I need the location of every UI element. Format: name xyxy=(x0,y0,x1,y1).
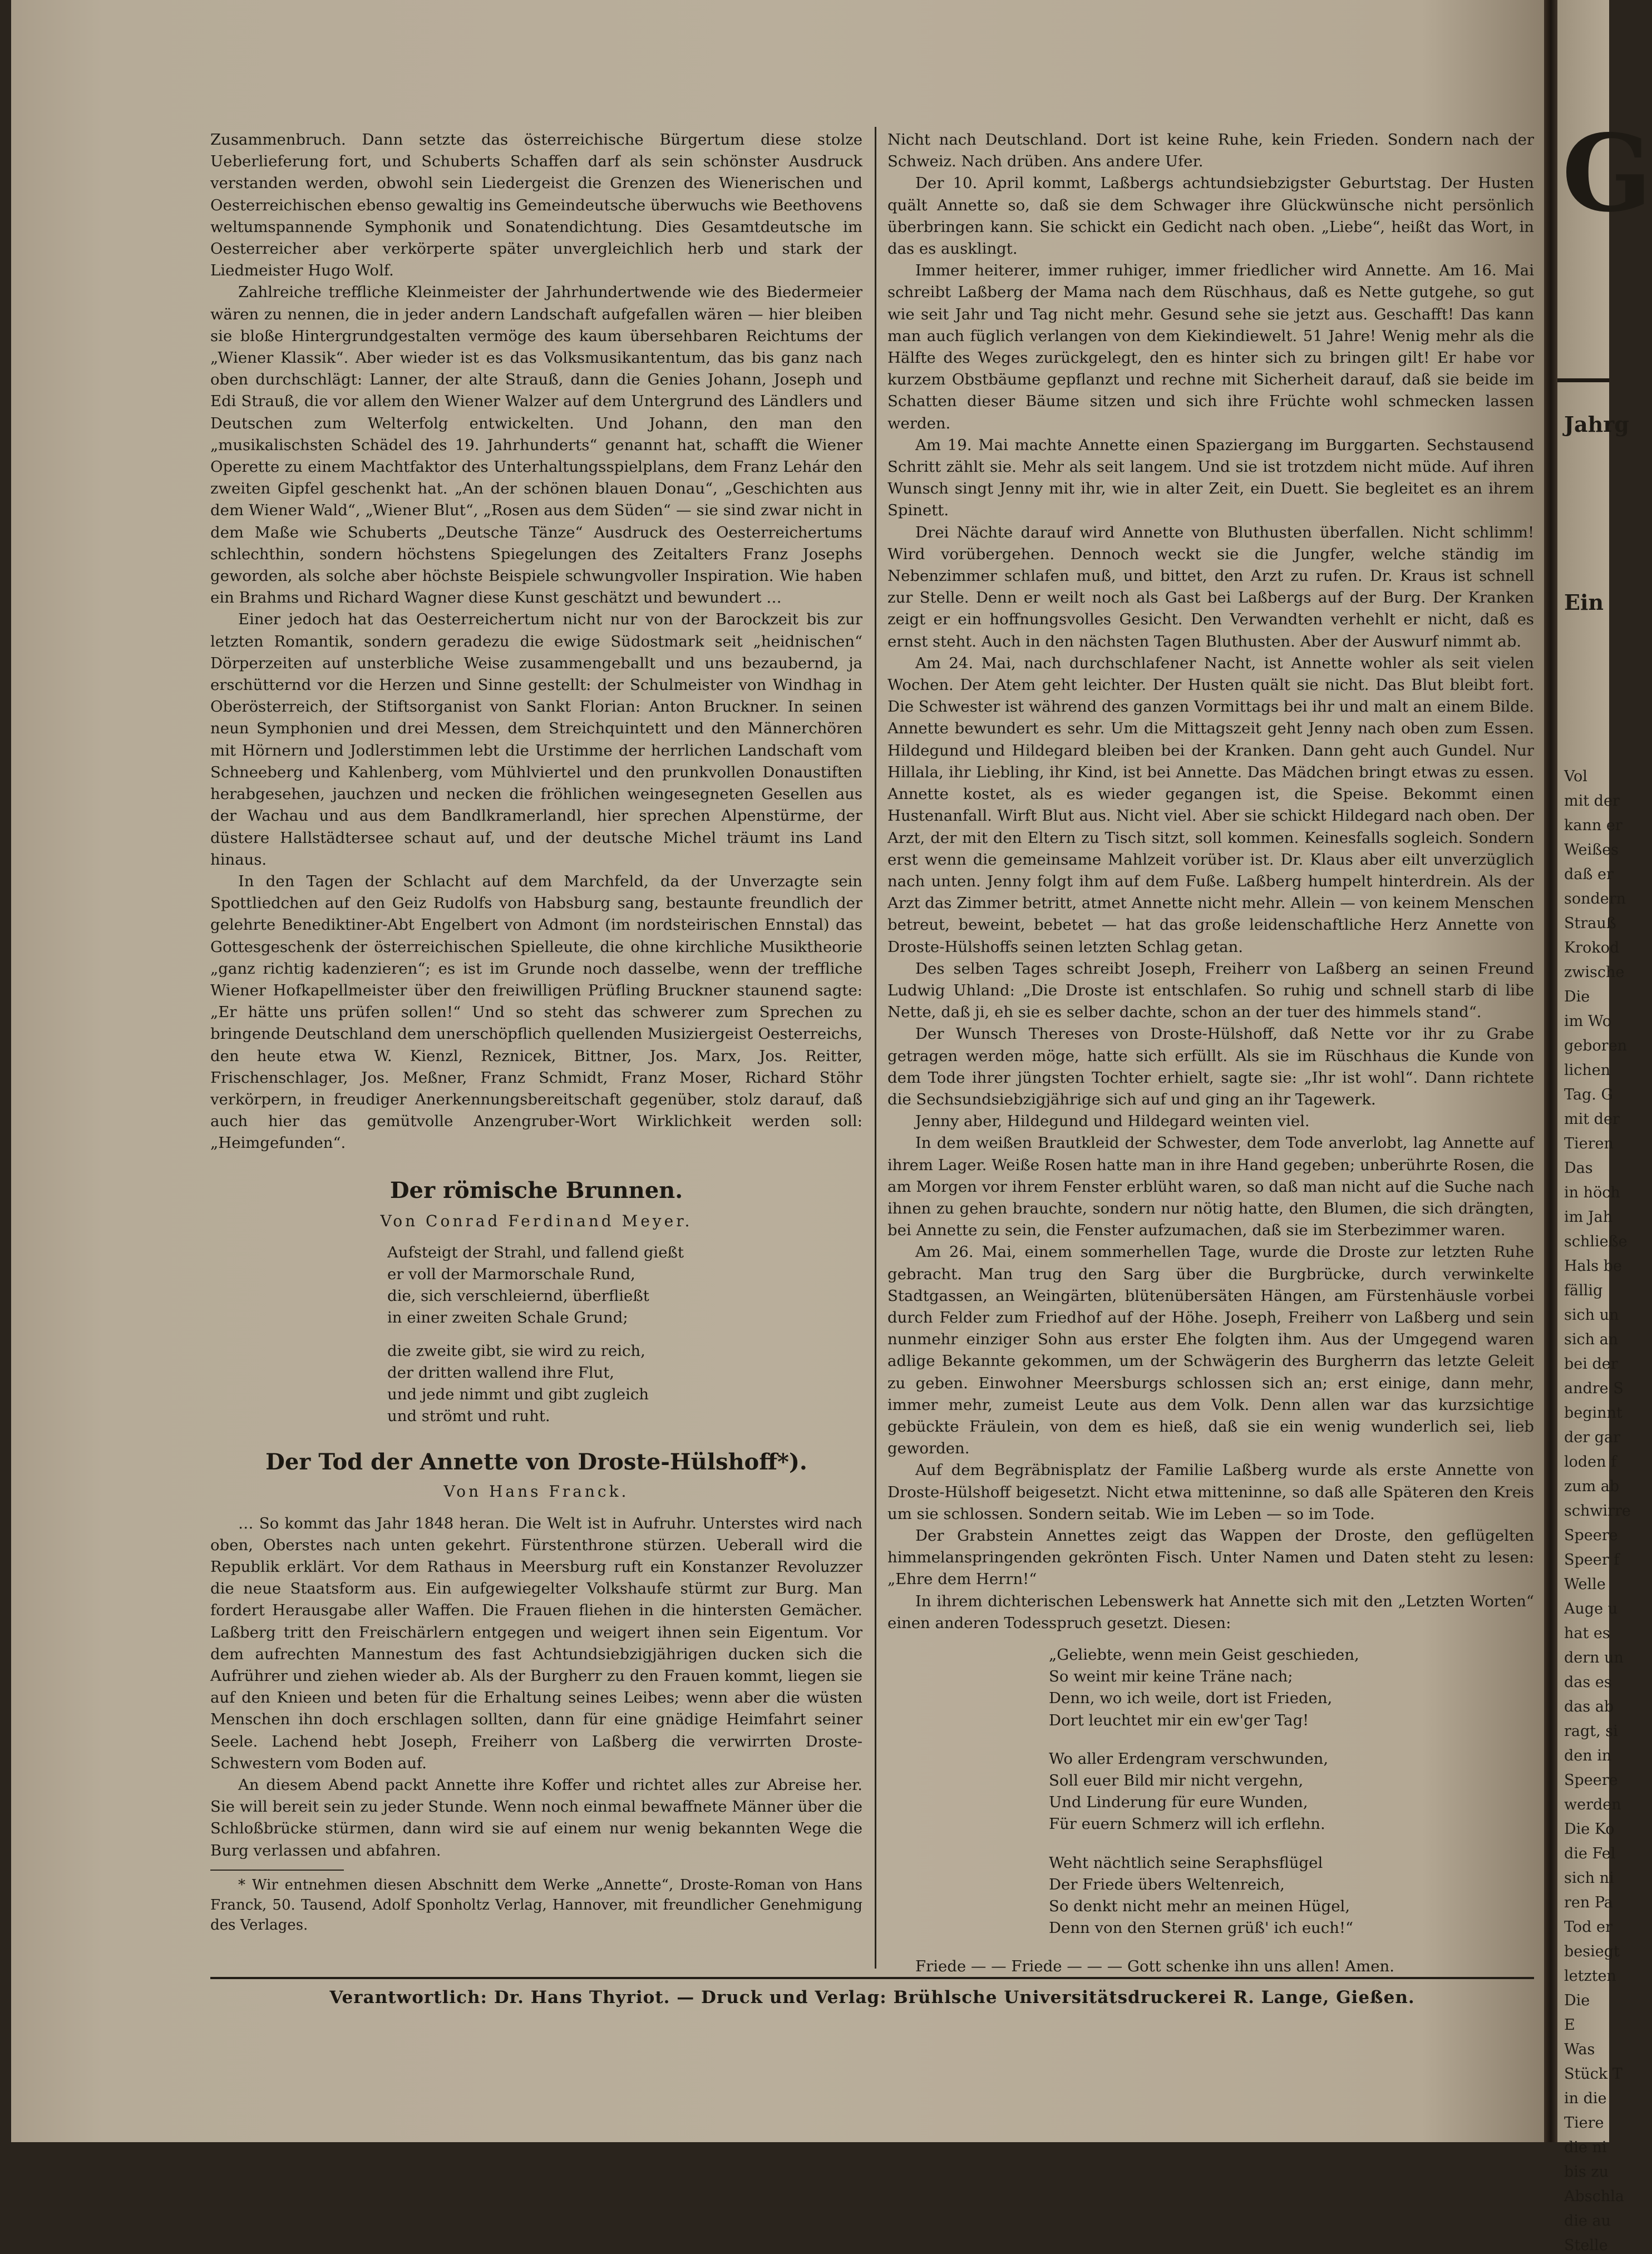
adjacent-fragment: beginnt xyxy=(1564,1404,1623,1422)
adjacent-fragment: im Wo xyxy=(1564,1013,1611,1030)
adjacent-fragment: bis zu xyxy=(1564,2163,1609,2181)
adjacent-page-edge xyxy=(1557,0,1652,2254)
adjacent-fragment: dern un xyxy=(1564,1649,1624,1666)
adjacent-fragment: zum ab xyxy=(1564,1478,1620,1495)
adjacent-fragment: Die xyxy=(1564,1992,1590,2009)
adjacent-fragment: Hals be xyxy=(1564,1257,1622,1275)
article-byline: Von Hans Franck. xyxy=(443,1482,629,1501)
adjacent-fragment: andre S xyxy=(1564,1380,1624,1397)
adjacent-fragment: die Fel xyxy=(1564,1845,1616,1862)
quoted-line: Weht nächtlich seine Seraphsflügel xyxy=(1049,1853,1323,1872)
poem-line: der dritten wallend ihre Flut, xyxy=(387,1363,615,1382)
article-continued-paragraph: Auf dem Begräbnisplatz der Familie Laßberg wurde als erste Annette von Droste-Hülshoff beigesetzt. Nicht etwa mitteninne, so daß alle Späteren den Kreis um sie schlossen. Sondern seitab. Wie im Leben — so im Tode. xyxy=(887,1461,1534,1523)
adjacent-fragment: Tiere xyxy=(1564,2114,1604,2132)
article-continued-paragraph: Der Grabstein Annettes zeigt das Wappen der Droste, den geflügelten himmelanspringenden gekrönten Fisch. Unter Namen und Daten steht zu lesen: „Ehre dem Herrn!“ xyxy=(887,1527,1534,1589)
masthead-fragment: G xyxy=(1562,111,1652,235)
article-continued-paragraph: Der 10. April kommt, Laßbergs achtundsiebzigster Geburtstag. Der Husten quält Annette so, daß sie dem Schwager ihre Glückwünsche nicht persönlich überbringen kann. Sie schickt ein Gedicht nach oben. „Liebe“, heißt das Wort, in das es ausklingt. xyxy=(887,174,1534,258)
adjacent-fragment: sich un xyxy=(1564,1306,1619,1324)
column-divider xyxy=(875,127,876,1969)
adjacent-fragment: Auge u xyxy=(1564,1600,1618,1617)
poem-line: in einer zweiten Schale Grund; xyxy=(387,1309,628,1327)
adjacent-fragment: besiegt xyxy=(1564,1943,1620,1960)
quoted-stanza xyxy=(1049,1644,1534,1732)
quoted-line: Dort leuchtet mir ein ew'ger Tag! xyxy=(1049,1711,1309,1729)
adjacent-fragment: bei der xyxy=(1564,1355,1618,1373)
adjacent-fragment: mit der xyxy=(1564,1111,1620,1128)
adjacent-fragment: Das xyxy=(1564,1160,1593,1177)
adjacent-fragment: die ni xyxy=(1564,2139,1607,2156)
article-continued-paragraph: Nicht nach Deutschland. Dort ist keine Ruhe, kein Frieden. Sondern nach der Schweiz. Nach drüben. Ans andere Ufer. xyxy=(887,131,1534,171)
imprint: Verantwortlich: Dr. Hans Thyriot. — Druck und Verlag: Brühlsche Universitätsdruckerei R. Lange, Gießen. xyxy=(329,1987,1415,2008)
adjacent-fragment: Ein xyxy=(1564,590,1604,615)
adjacent-fragment: Stück T xyxy=(1564,2065,1623,2083)
adjacent-fragment: ragt, si xyxy=(1564,1723,1618,1740)
quoted-line: Wo aller Erdengram verschwunden, xyxy=(1049,1749,1329,1768)
adjacent-fragment: in höch xyxy=(1564,1184,1620,1201)
adjacent-fragment: Strauß xyxy=(1564,915,1616,932)
adjacent-fragment: daß er xyxy=(1564,866,1614,883)
adjacent-fragment: Abschla xyxy=(1564,2188,1624,2205)
adjacent-fragment: die au xyxy=(1564,2212,1611,2230)
adjacent-fragment: Die xyxy=(1564,988,1590,1005)
poem-line: die zweite gibt, sie wird zu reich, xyxy=(387,1341,645,1360)
adjacent-fragment: Tod er xyxy=(1564,1918,1612,1936)
article-continued-paragraph: Am 26. Mai, einem sommerhellen Tage, wurde die Droste zur letzten Ruhe gebracht. Man trug den Sarg über die Burgbrücke, durch verwinkelte Stadtgassen, an Weingärten, blütenübersäten Hängen, am Fürstenhäusle vorbei durch Felder zum Friedhof auf der Höhe. Joseph, Freiherr von Laßberg und sein nunmehr einziger Sohn aus erster Ehe folgten ihm. Aus der Umgegend waren adlige Bekannte gekommen, um der Schwägerin des Burgherrn das letzte Geleit zu geben. Einwohner Meersburgs schlossen sich an; erst einige, dann mehr, immer mehr, zumeist Leute aus dem Volk. Denn allen war das kurzsichtige gebückte Fräulein, von dem es hieß, daß sie ein wenig wunderlich sei, lieb geworden. xyxy=(887,1243,1534,1458)
adjacent-fragment: Speere xyxy=(1564,1527,1618,1544)
intro-paragraph-2: Zahlreiche treffliche Kleinmeister der Jahrhundertwende wie des Biedermeier wären zu nennen, die in jeder andern Landschaft aufgefallen wären — hier bleiben sie bloße Hintergrundgestalten vermöge des kaum übersehbaren Reichtums der „Wiener Klassik“. Aber wieder ist es das Volksmusikantentum, das bis ganz nach oben durchschlägt: Lanner, der alte Strauß, dann die Genies Johann, Joseph und Edi Strauß, die vor allem den Wiener Walzer auf dem Untergrund des Ländlers und Deutschen zum Welterfolg entwickelten. Und Johann, den man den „musikalischsten Schädel des 19. Jahrhunderts“ genannt hat, schafft die Wiener Operette zu einem Machtfaktor des Unterhaltungsspielplans, dem Franz Lehár den zweiten Gipfel geschenkt hat. „An der schönen blauen Donau“, „Geschichten aus dem Wiener Wald“, „Wiener Blut“, „Rosen aus dem Süden“ — sie sind zwar nicht in dem Maße wie Schuberts „Deutsche Tänze“ Ausdruck des Oesterreichertums schlechthin, sondern höchstens Spiegelungen des Zeitalters Franz Josephs geworden, als solche aber höchste Beispiele schwungvoller Inspiration. Wie haben ein Brahms und Richard Wagner diese Kunst geschätzt und bewundert … xyxy=(210,283,862,607)
adjacent-rule xyxy=(1557,378,1609,382)
article-paragraph-1: … So kommt das Jahr 1848 heran. Die Welt ist in Aufruhr. Unterstes wird nach oben, Oberstes nach unten gekehrt. Fürstenthrone stürzen. Ueberall wird die Republik erklärt. Vor dem Rathaus in Meersburg ruft ein Konstanzer Revoluzzer die neue Staatsform aus. Ein aufgewiegelter Volkshaufe stürmt zur Burg. Man fordert Herausgabe aller Waffen. Die Frauen fliehen in die hintersten Gemächer. Laßberg tritt den Freischärlern entgegen und weigert ihnen sein Eigentum. Vor dem aufrechten Mannestum des fast Achtundsiebzigjährigen ducken sich die Aufrührer und ziehen wieder ab. Als der Burgherr zu den Frauen kommt, liegen sie auf den Knieen und beten für die Erhaltung seines Leibes; wenn aber die wüsten Menschen ihn doch erschlagen sollten, dann für eine gnädige Heimfahrt seiner Seele. Lachend hebt Joseph, Freiherr von Laßberg die verwirrten Droste-Schwestern vom Boden auf. xyxy=(210,1514,862,1772)
closing-line: Friede — — Friede — — — Gott schenke ihn uns allen! Amen. xyxy=(915,1957,1394,1976)
footnote: * Wir entnehmen diesen Abschnitt dem Werke „Annette“, Droste-Roman von Hans Franck, 50. Tausend, Adolf Sponholtz Verlag, Hannover, mit freundlicher Genehmigung des Verlages. xyxy=(210,1876,862,1934)
quoted-line: So denkt nicht mehr an meinen Hügel, xyxy=(1049,1897,1350,1916)
article-continued-paragraph: In ihrem dichterischen Lebenswerk hat Annette sich mit den „Letzten Worten“ einen anderen Todesspruch gesetzt. Diesen: xyxy=(887,1592,1534,1632)
book-gutter xyxy=(1544,0,1557,2142)
quoted-stanza xyxy=(1049,1852,1534,1940)
quoted-line: Der Friede übers Weltenreich, xyxy=(1049,1875,1285,1893)
quoted-line: Denn von den Sternen grüß' ich euch!“ xyxy=(1049,1919,1354,1937)
article-continued-paragraph: Jenny aber, Hildegund und Hildegard weinten viel. xyxy=(915,1112,1310,1131)
quoted-line: Denn, wo ich weile, dort ist Frieden, xyxy=(1049,1689,1333,1708)
adjacent-fragment: zwische xyxy=(1564,964,1625,981)
poem-line: und jede nimmt und gibt zugleich xyxy=(387,1385,649,1403)
adjacent-fragment: sich an xyxy=(1564,1331,1619,1348)
adjacent-fragment: Was xyxy=(1564,2041,1595,2058)
adjacent-fragment: das ab xyxy=(1564,1698,1614,1715)
adjacent-fragment: Die Ko xyxy=(1564,1821,1615,1838)
adjacent-fragment: werden xyxy=(1564,1796,1621,1813)
adjacent-fragment: Stelle xyxy=(1564,2237,1608,2254)
article-continued-paragraph: Des selben Tages schreibt Joseph, Freiherr von Laßberg an seinen Freund Ludwig Uhland: „Die Droste ist entschlafen. So ruhig und schnell starb di libe Nette, daß ji, eh sie es selber dachte, schon an der tuer des himmels stand“. xyxy=(887,959,1534,1022)
footnote-rule xyxy=(210,1870,344,1871)
article-paragraph-2: An diesem Abend packt Annette ihre Koffer und richtet alles zur Abreise her. Sie will bereit sein zu jeder Stunde. Wenn noch einmal bewaffnete Männer über die Schloßbrücke stürmen, dann wird sie auf einem nur wenig bekannten Wege die Burg verlassen und abfahren. xyxy=(210,1776,862,1860)
adjacent-fragment: lichen xyxy=(1564,1062,1611,1079)
intro-paragraph-4: In den Tagen der Schlacht auf dem Marchfeld, da der Unverzagte sein Spottliedchen auf den Geiz Rudolfs von Habsburg sang, bestaunte freundlich der gelehrte Benediktiner-Abt Engelbert von Admont (im nordsteirischen Ennstal) das Gottesgeschenk der österreichischen Spielleute, die ohne kirchliche Musiktheorie „ganz richtig kadenzieren“; es ist im Grunde noch dasselbe, wenn der treffliche Wiener Hofkapellmeister über den freiwilligen Prüfling Bruckner staunend sagte: „Er hätte uns prüfen sollen!“ Und so steht das schwerer zum Sprechen zu bringende Deutschland dem unerschöpflich quellenden Musiziergeist Oesterreichs, den heute etwa W. Kienzl, Reznicek, Bittner, Jos. Marx, Jos. Reitter, Frischenschlager, Jos. Meßner, Franz Schmidt, Franz Moser, Richard Stöhr verkörpern, in freudiger Anerkennungsbereitschaft gegenüber, stolz darauf, daß auch hier das gemütvolle Anzengruber-Wort Wirklichkeit werden soll: „Heimgefunden“. xyxy=(210,872,862,1152)
intro-paragraph-1: Zusammenbruch. Dann setzte das österreichische Bürgertum diese stolze Ueberlieferung fort, und Schuberts Schaffen darf als sein schönster Ausdruck verstanden werden, obwohl sein Liedergeist die Grenzen des Wienerischen und Oesterreichischen ebenso gewaltig ins Gemeindeutsche überwuchs wie Beethovens weltumspannende Symphonik und Sonatendichtung. Dies Gesamtdeutsche im Oesterreicher aber verkörperte später unvergleichlich herb und stark der Liedmeister Hugo Wolf. xyxy=(210,131,862,280)
bottom-rule xyxy=(210,1977,1534,1979)
article-continued-paragraph: In dem weißen Brautkleid der Schwester, dem Tode anverlobt, lag Annette auf ihrem Lager. Weiße Rosen hatte man in ihre Hand gegeben; unberührte Rosen, die am Morgen vor ihrem Fenster erblüht waren, so daß man nicht auf die Suche nach ihnen zu gehen brauchte, sondern nur nötig hatte, den Blumen, die sich drängten, bei Annette zu sein, die Fenster aufzumachen, daß sie im Sterbezimmer waren. xyxy=(887,1134,1534,1240)
adjacent-fragment: loden f xyxy=(1564,1453,1617,1471)
right-column xyxy=(887,129,1534,1978)
adjacent-fragment: hat es xyxy=(1564,1625,1610,1642)
adjacent-fragment: sondern xyxy=(1564,890,1626,907)
adjacent-fragment: in die xyxy=(1564,2090,1607,2107)
adjacent-fragment: schließe xyxy=(1564,1233,1628,1250)
adjacent-fragment: Krokod xyxy=(1564,939,1620,956)
adjacent-fragment: mit der xyxy=(1564,792,1620,810)
adjacent-fragment: Speer f xyxy=(1564,1551,1620,1569)
adjacent-fragment: Tag. G xyxy=(1564,1086,1614,1103)
adjacent-fragment: geboren xyxy=(1564,1037,1628,1054)
quoted-stanza xyxy=(1049,1748,1534,1836)
poem-title: Der römische Brunnen. xyxy=(389,1177,683,1204)
poem-line: Aufsteigt der Strahl, und fallend gießt xyxy=(387,1243,684,1261)
adjacent-fragment: fällig xyxy=(1564,1282,1603,1299)
adjacent-fragment: schwirre xyxy=(1564,1502,1631,1520)
article-continued-paragraph: Immer heiterer, immer ruhiger, immer friedlicher wird Annette. Am 16. Mai schreibt Laßberg der Mama nach dem Rüschhaus, daß es Nette gutgehe, so gut wie seit Jahr und Tag nicht mehr. Gesund sehe sie jetzt aus. Geschafft! Das kann man auch füglich verlangen von dem Kiekindiewelt. 51 Jahre! Wenig mehr als die Hälfte des Weges zurückgelegt, den es hinter sich zu bringen gilt! Er habe vor kurzem Obstbäume gepflanzt und rechne mit Sicherheit darauf, daß sie beide im Schatten dieser Bäume sitzen und sich ihre Früchte wohl schmecken lassen werden. xyxy=(887,262,1534,432)
adjacent-fragment: E xyxy=(1564,2016,1575,2034)
adjacent-fragment: Jahrg xyxy=(1564,412,1629,437)
adjacent-fragment: Speere xyxy=(1564,1772,1618,1789)
adjacent-fragment: kann er xyxy=(1564,817,1623,834)
article-continued-paragraph: Drei Nächte darauf wird Annette von Bluthusten überfallen. Nicht schlimm! Wird vorübergehen. Dennoch weckt sie die Jungfer, welche ständig im Nebenzimmer schlafen muß, und bittet, den Arzt zu rufen. Dr. Kraus ist schnell zur Stelle. Denn er weilt noch als Gast bei Laßbergs auf der Burg. Der Kranken zeigt er ein hoffnungsvolles Gesicht. Den Verwandten verhehlt er nicht, daß es ernst steht. Auch in den nächsten Tagen Bluthusten. Aber der Auswurf nimmt ab. xyxy=(887,523,1534,650)
quoted-line: Soll euer Bild mir nicht vergehn, xyxy=(1049,1772,1304,1790)
quoted-line: Für euern Schmerz will ich erflehn. xyxy=(1049,1815,1325,1833)
adjacent-fragment: ren Pa xyxy=(1564,1894,1613,1911)
adjacent-fragment: der gar xyxy=(1564,1429,1621,1446)
quoted-line: So weint mir keine Träne nach; xyxy=(1049,1668,1293,1686)
article-continued-paragraph: Am 24. Mai, nach durchschlafener Nacht, ist Annette wohler als seit vielen Wochen. Der Atem geht leichter. Der Husten quält sie nicht. Das Blut bleibt fort. Die Schwester ist während des ganzen Vormittags bei ihr und malt an einem Bilde. Annette bewundert es sehr. Um die Mittagszeit geht Jenny nach oben zum Essen. Hildegund und Hildegard bleiben bei der Kranken. Dann geht auch Gundel. Nur Hillala, ihr Liebling, ihr Kind, ist bei Annette. Das Mädchen bringt etwas zu essen. Annette kostet, als es wieder gegangen ist, die Speise. Bekommt einen Hustenanfall. Wirft Blut aus. Nicht viel. Aber sie schickt Hildegard nach oben. Der Arzt, der mit den Eltern zu Tisch sitzt, soll kommen. Keinesfalls sogleich. Sondern erst wenn die gemeinsame Mahlzeit vorüber ist. Dr. Klaus aber eilt unverzüglich nach unten. Jenny folgt ihm auf dem Fuße. Laßberg humpelt hinterdrein. Als der Arzt das Zimmer betritt, atmet Annette nicht mehr. Allein — von keinem Menschen betreut, beweint, bebetet — hat das große leidenschaftliche Herz Annette von Droste-Hülshoffs seinen letzten Schlag getan. xyxy=(887,654,1534,956)
quoted-poem xyxy=(1049,1644,1534,1939)
adjacent-fragment: Weißes xyxy=(1564,841,1619,859)
adjacent-fragment: Tieren xyxy=(1564,1135,1614,1152)
newspaper-page xyxy=(11,0,1544,2142)
adjacent-fragment: Welle xyxy=(1564,1576,1606,1593)
poem xyxy=(387,1242,862,1428)
article-continued-paragraph: Der Wunsch Thereses von Droste-Hülshoff, daß Nette vor ihr zu Grabe getragen werden möge, hatte sich erfüllt. Als sie im Rüschhaus die Kunde von dem Tode ihrer jüngsten Tochter erhielt, sagte sie: „Ihr ist wohl“. Dann richtete die Sechsundsiebzigjährige sich auf und ging an ihr Tagewerk. xyxy=(887,1025,1534,1108)
poem-line: er voll der Marmorschale Rund, xyxy=(387,1265,635,1283)
adjacent-fragment: das es xyxy=(1564,1674,1612,1691)
adjacent-fragment: den in xyxy=(1564,1747,1612,1764)
adjacent-fragment: letzten xyxy=(1564,1967,1616,1985)
poem-stanza xyxy=(387,1242,862,1329)
article-title: Der Tod der Annette von Droste-Hülshoff*). xyxy=(265,1449,807,1476)
poem-line: und strömt und ruht. xyxy=(387,1407,550,1426)
poem-line: die, sich verschleiernd, überfließt xyxy=(387,1287,649,1305)
poem-stanza xyxy=(387,1340,862,1428)
quoted-line: „Geliebte, wenn mein Geist geschieden, xyxy=(1049,1646,1359,1664)
adjacent-fragment: sich ni xyxy=(1564,1870,1614,1887)
article-continued-paragraph: Am 19. Mai machte Annette einen Spaziergang im Burggarten. Sechstausend Schritt zählt sie. Mehr als seit langem. Und sie ist trotzdem nicht müde. Auf ihren Wunsch singt Jenny mit ihr, wie in alter Zeit, ein Duett. Sie begleitet es an ihrem Spinett. xyxy=(887,436,1534,520)
adjacent-fragment: Vol xyxy=(1564,768,1587,785)
adjacent-fragment: im Jah xyxy=(1564,1209,1613,1226)
quoted-line: Und Linderung für eure Wunden, xyxy=(1049,1793,1308,1812)
intro-paragraph-3: Einer jedoch hat das Oesterreichertum nicht nur von der Barockzeit bis zur letzten Romantik, sondern geradezu die ewige Südostmark seit „heidnischen“ Dörperzeiten auf unsterbliche Weise zusammengeballt und uns bezaubernd, ja erschütternd vor die Herzen und Sinne gestellt: der Schulmeister von Windhag in Oberösterreich, der Stiftsorganist von Sankt Florian: Anton Bruckner. In seinen neun Symphonien und drei Messen, dem Streichquintett und den Männerchören mit Hörnern und Jodlerstimmen lebt die Urstimme der herrlichen Landschaft vom Schneeberg und Kahlenberg, vom Mühlviertel und den prunkvollen Donaustiften herabgesehen, jauchzen und necken die fröhlichen weingesegneten Gesellen aus der Wachau und aus dem Bandlkramerlandl, hier sprechen Alpenstürme, der düstere Hallstädtersee schaut auf, und der deutsche Michel träumt ins Land hinaus. xyxy=(210,610,862,869)
left-column xyxy=(210,129,862,1935)
poem-byline: Von Conrad Ferdinand Meyer. xyxy=(380,1211,693,1230)
